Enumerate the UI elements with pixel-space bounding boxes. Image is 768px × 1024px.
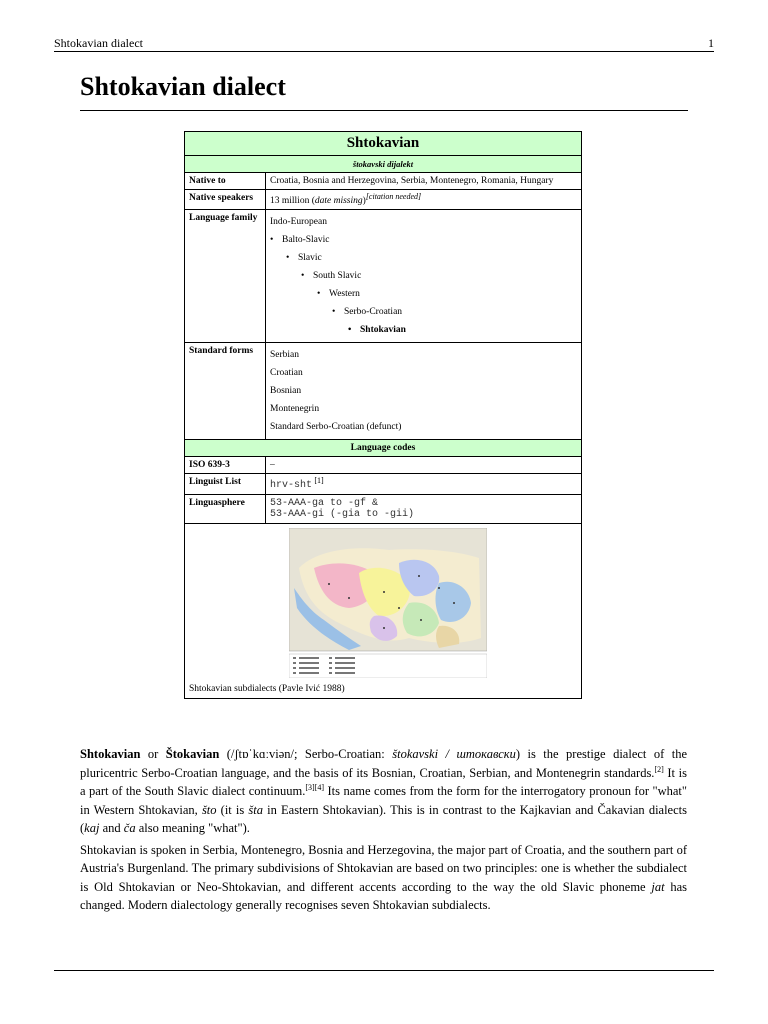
iso-label: ISO 639-3 <box>185 457 266 474</box>
standard-forms-value <box>266 343 582 440</box>
text-fragment: or <box>140 747 166 761</box>
family-level: • Western <box>317 289 360 299</box>
text-fragment: in Eastern Shtokavian). This is in contrast to the Kajkavian and Čakavian dialects ( <box>80 802 687 835</box>
iso-value: – <box>266 457 582 474</box>
native-to-label: Native to <box>185 173 266 190</box>
family-level-label[interactable]: Balto-Slavic <box>282 235 330 245</box>
term-stokavian: Štokavian <box>165 747 220 761</box>
term-sto: što <box>201 802 217 817</box>
infobox <box>184 131 582 699</box>
row-native-to <box>185 173 582 190</box>
row-linguist-list <box>185 474 582 495</box>
row-map <box>185 524 582 699</box>
reference-link[interactable]: [2] <box>654 764 664 774</box>
text-fragment: Its name comes from the form for the interrogatory pronoun for "what" in Western Shtokavian, <box>80 784 687 817</box>
language-family-label: Language family <box>185 210 266 343</box>
family-root[interactable]: Indo-European <box>270 217 327 227</box>
family-level: • South Slavic <box>301 271 362 281</box>
standard-form-item[interactable]: Bosnian <box>270 386 302 396</box>
header-rule <box>54 51 714 52</box>
date-missing-note: date missing <box>314 196 363 206</box>
subdialect-map-image[interactable] <box>289 528 487 678</box>
infobox-title: Shtokavian <box>185 132 582 156</box>
article-body <box>80 745 687 918</box>
linguasphere-label: Linguasphere <box>185 495 266 524</box>
linguasphere-line[interactable]: 53-AAA-gi (-gia to -gii) <box>270 509 415 520</box>
term-kaj: kaj <box>84 821 100 835</box>
text-fragment: and <box>99 821 124 835</box>
family-level: • Balto-Slavic <box>270 235 330 245</box>
row-linguasphere <box>185 495 582 524</box>
citation-needed-link[interactable]: [citation needed] <box>365 191 422 201</box>
speakers-count: 13 million ( <box>270 196 315 206</box>
map-caption: Shtokavian subdialects (Pavle Ivić 1988) <box>189 684 345 694</box>
text-fragment: has changed. Modern dialectology generally recognises seven Shtokavian subdialects. <box>80 879 687 912</box>
subdialect-map <box>289 528 487 678</box>
term-shtokavian: Shtokavian <box>80 747 141 761</box>
linguasphere-line[interactable]: 53-AAA-ga to -gf & <box>270 498 379 509</box>
pronunciation: (/ʃtɒˈkɑːviən/; Serbo-Croatian: <box>219 747 393 761</box>
standard-form-item[interactable]: Serbian <box>270 350 300 360</box>
family-level-label[interactable]: Slavic <box>298 253 322 263</box>
term-jat: jat <box>651 879 665 894</box>
native-speakers-value <box>266 190 582 210</box>
standard-form-item[interactable]: Croatian <box>270 368 303 378</box>
running-head-title: Shtokavian dialect <box>54 36 143 50</box>
paragraph-distribution <box>80 841 687 915</box>
text-fragment: ) is the prestige dialect of the pluricentric Serbo-Croatian language, and the basis of its Bosnian, Croatian, Serbian, and Montenegrin standards. <box>80 747 687 780</box>
row-native-speakers <box>185 190 582 210</box>
linguist-list-value <box>266 474 582 495</box>
language-family-value <box>266 210 582 343</box>
family-level: • Serbo-Croatian <box>332 307 403 317</box>
family-level-label[interactable]: Serbo-Croatian <box>344 307 403 317</box>
term-sta: šta <box>248 802 263 817</box>
family-level: • Slavic <box>286 253 322 263</box>
title-rule <box>80 110 688 111</box>
text-fragment: also meaning "what"). <box>135 821 250 835</box>
family-level-label[interactable]: Western <box>329 289 360 299</box>
native-speakers-label: Native speakers <box>185 190 266 210</box>
linguist-list-code[interactable]: hrv-sht <box>270 480 313 491</box>
page-number: 1 <box>708 36 714 50</box>
paragraph-intro <box>80 745 687 838</box>
row-language-family <box>185 210 582 343</box>
speakers-close: ) <box>362 196 366 206</box>
text-fragment: (it is <box>216 802 249 817</box>
map-cell <box>185 524 582 699</box>
reference-link[interactable]: [1] <box>314 475 324 485</box>
reference-link[interactable]: [3][4] <box>305 782 325 792</box>
native-to-value: Croatia, Bosnia and Herzegovina, Serbia, Montenegro, Romania, Hungary <box>266 173 582 190</box>
running-head <box>54 36 714 52</box>
text-fragment: Shtokavian is spoken in Serbia, Montenegro, Bosnia and Herzegovina, the major part of Croatia, and the southern part of Austria's Burgenland. The primary subdivisions of Shtokavian are based on two principles: one is whether the subdialect is Old Shtokavian or Neo-Shtokavian, and different accents according to the way the old Slavic phoneme <box>80 842 687 894</box>
infobox-native-name: štokavski dijalekt <box>185 156 582 173</box>
footer-rule <box>54 970 714 971</box>
row-standard-forms <box>185 343 582 440</box>
standard-form-item[interactable]: Standard Serbo-Croatian (defunct) <box>270 422 402 432</box>
native-spelling: štokavski / штокавски <box>392 747 516 761</box>
page-title: Shtokavian dialect <box>80 72 286 101</box>
term-ca: ča <box>123 821 136 835</box>
family-level-label[interactable]: South Slavic <box>313 271 362 281</box>
family-level: • Shtokavian <box>348 325 406 335</box>
row-iso <box>185 457 582 474</box>
text-fragment: It is a part of the South Slavic dialect continuum. <box>80 765 687 798</box>
language-codes-header: Language codes <box>185 440 582 457</box>
family-level-label: Shtokavian <box>360 325 406 335</box>
linguasphere-value <box>266 495 582 524</box>
standard-forms-label: Standard forms <box>185 343 266 440</box>
linguist-list-label: Linguist List <box>185 474 266 495</box>
standard-form-item[interactable]: Montenegrin <box>270 404 320 414</box>
